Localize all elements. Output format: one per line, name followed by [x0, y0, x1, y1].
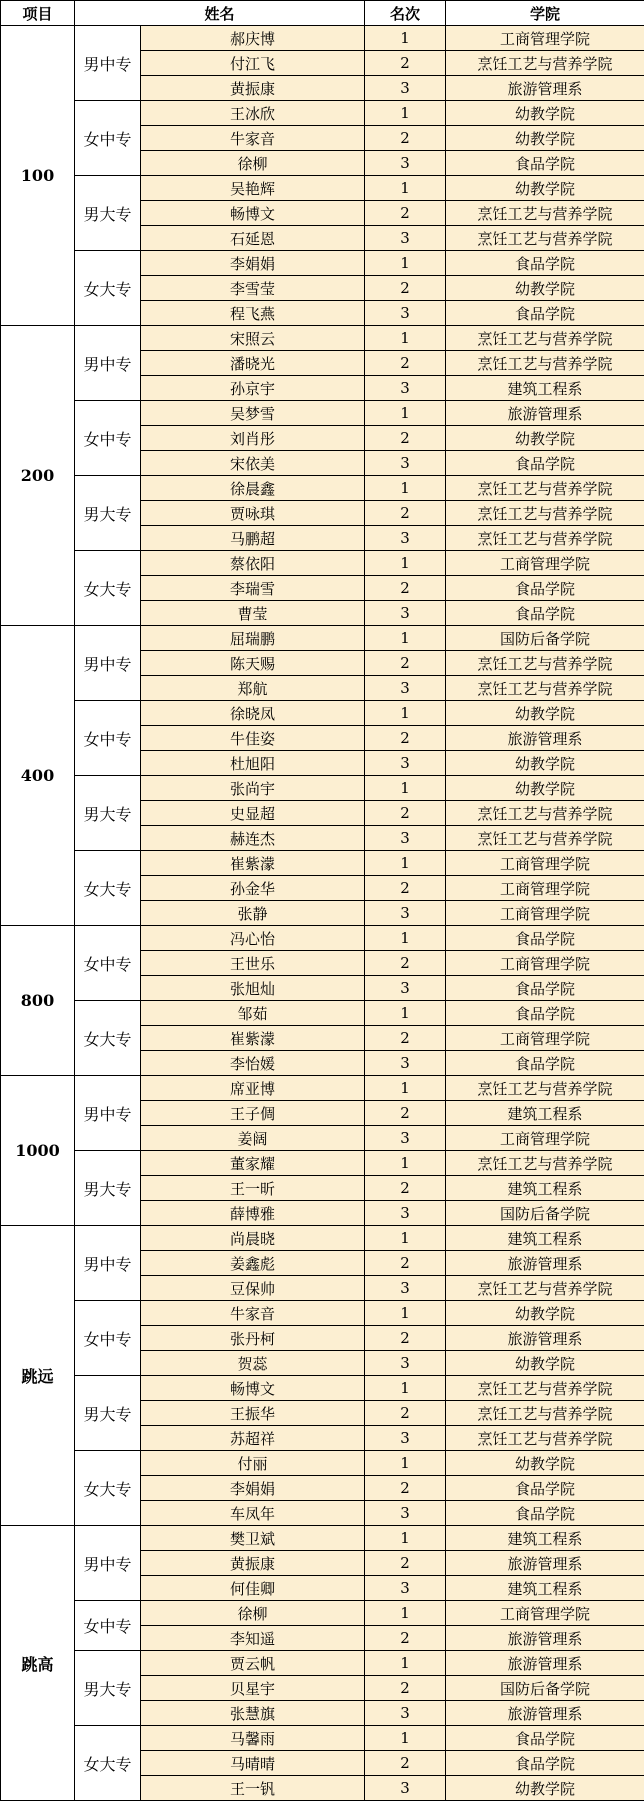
name-cell: 何佳卿: [141, 1576, 365, 1601]
group-cell: 男大专: [75, 1376, 141, 1451]
college-cell: 烹饪工艺与营养学院: [446, 476, 644, 501]
results-body: [1, 26, 644, 1801]
group-cell: 男大专: [75, 776, 141, 851]
header-event: 项目: [1, 1, 75, 26]
rank-cell: 2: [365, 1551, 446, 1576]
rank-cell: 2: [365, 1476, 446, 1501]
name-cell: 畅博文: [141, 1376, 365, 1401]
name-cell: 李瑞雪: [141, 576, 365, 601]
name-cell: 贺蕊: [141, 1351, 365, 1376]
college-cell: 工商管理学院: [446, 901, 644, 926]
college-cell: 工商管理学院: [446, 551, 644, 576]
rank-cell: 2: [365, 1101, 446, 1126]
rank-cell: 2: [365, 1026, 446, 1051]
rank-cell: 1: [365, 1651, 446, 1676]
college-cell: 旅游管理系: [446, 401, 644, 426]
name-cell: 潘晓光: [141, 351, 365, 376]
college-cell: 幼教学院: [446, 776, 644, 801]
group-cell: 男中专: [75, 26, 141, 101]
college-cell: 食品学院: [446, 251, 644, 276]
college-cell: 烹饪工艺与营养学院: [446, 1376, 644, 1401]
name-cell: 程飞燕: [141, 301, 365, 326]
table-row: [1, 476, 644, 501]
name-cell: 牛家音: [141, 1301, 365, 1326]
name-cell: 黄振康: [141, 76, 365, 101]
group-cell: 男大专: [75, 1151, 141, 1226]
college-cell: 幼教学院: [446, 276, 644, 301]
name-cell: 史显超: [141, 801, 365, 826]
name-cell: 徐柳: [141, 151, 365, 176]
college-cell: 食品学院: [446, 1476, 644, 1501]
rank-cell: 2: [365, 501, 446, 526]
name-cell: 王一钒: [141, 1776, 365, 1801]
name-cell: 张尚宇: [141, 776, 365, 801]
college-cell: 幼教学院: [446, 1451, 644, 1476]
header-college: 学院: [446, 1, 644, 26]
college-cell: 工商管理学院: [446, 951, 644, 976]
table-row: [1, 701, 644, 726]
rank-cell: 3: [365, 301, 446, 326]
college-cell: 食品学院: [446, 1751, 644, 1776]
table-row: [1, 101, 644, 126]
college-cell: 烹饪工艺与营养学院: [446, 1401, 644, 1426]
college-cell: 幼教学院: [446, 126, 644, 151]
rank-cell: 1: [365, 1526, 446, 1551]
college-cell: 建筑工程系: [446, 1526, 644, 1551]
rank-cell: 1: [365, 26, 446, 51]
name-cell: 蔡依阳: [141, 551, 365, 576]
college-cell: 食品学院: [446, 976, 644, 1001]
name-cell: 郑航: [141, 676, 365, 701]
name-cell: 马晴晴: [141, 1751, 365, 1776]
rank-cell: 3: [365, 1426, 446, 1451]
college-cell: 食品学院: [446, 576, 644, 601]
group-cell: 女大专: [75, 551, 141, 626]
rank-cell: 1: [365, 176, 446, 201]
rank-cell: 2: [365, 651, 446, 676]
name-cell: 薛博雅: [141, 1201, 365, 1226]
rank-cell: 3: [365, 1126, 446, 1151]
name-cell: 屈瑞鹏: [141, 626, 365, 651]
name-cell: 张丹柯: [141, 1326, 365, 1351]
name-cell: 王子倜: [141, 1101, 365, 1126]
group-cell: 女大专: [75, 1001, 141, 1076]
rank-cell: 1: [365, 1001, 446, 1026]
rank-cell: 3: [365, 76, 446, 101]
table-row: [1, 251, 644, 276]
name-cell: 李娟娟: [141, 1476, 365, 1501]
college-cell: 烹饪工艺与营养学院: [446, 1151, 644, 1176]
rank-cell: 2: [365, 126, 446, 151]
college-cell: 旅游管理系: [446, 76, 644, 101]
header-name: 姓名: [75, 1, 365, 26]
college-cell: 工商管理学院: [446, 876, 644, 901]
table-row: [1, 1451, 644, 1476]
table-row: [1, 1226, 644, 1251]
name-cell: 崔紫濛: [141, 851, 365, 876]
event-cell: 200: [1, 326, 75, 626]
group-cell: 男中专: [75, 1226, 141, 1301]
rank-cell: 3: [365, 826, 446, 851]
name-cell: 马鹏超: [141, 526, 365, 551]
college-cell: 幼教学院: [446, 701, 644, 726]
college-cell: 烹饪工艺与营养学院: [446, 651, 644, 676]
table-row: [1, 1601, 644, 1626]
college-cell: 烹饪工艺与营养学院: [446, 1276, 644, 1301]
name-cell: 马馨雨: [141, 1726, 365, 1751]
college-cell: 烹饪工艺与营养学院: [446, 826, 644, 851]
name-cell: 豆保帅: [141, 1276, 365, 1301]
college-cell: 食品学院: [446, 1051, 644, 1076]
college-cell: 烹饪工艺与营养学院: [446, 1076, 644, 1101]
table-row: [1, 26, 644, 51]
rank-cell: 3: [365, 1701, 446, 1726]
rank-cell: 3: [365, 1576, 446, 1601]
rank-cell: 3: [365, 676, 446, 701]
name-cell: 车凤年: [141, 1501, 365, 1526]
group-cell: 男大专: [75, 176, 141, 251]
rank-cell: 1: [365, 101, 446, 126]
event-cell: 100: [1, 26, 75, 326]
name-cell: 邹茹: [141, 1001, 365, 1026]
group-cell: 女大专: [75, 1726, 141, 1801]
college-cell: 国防后备学院: [446, 1201, 644, 1226]
name-cell: 崔紫濛: [141, 1026, 365, 1051]
group-cell: 女中专: [75, 926, 141, 1001]
name-cell: 付江飞: [141, 51, 365, 76]
college-cell: 幼教学院: [446, 101, 644, 126]
group-cell: 女中专: [75, 1301, 141, 1376]
name-cell: 王冰欣: [141, 101, 365, 126]
rank-cell: 3: [365, 376, 446, 401]
group-cell: 女中专: [75, 1601, 141, 1651]
rank-cell: 2: [365, 1326, 446, 1351]
name-cell: 徐晨鑫: [141, 476, 365, 501]
college-cell: 烹饪工艺与营养学院: [446, 676, 644, 701]
name-cell: 徐晓凤: [141, 701, 365, 726]
name-cell: 姜鑫彪: [141, 1251, 365, 1276]
event-cell: 跳远: [1, 1226, 75, 1526]
rank-cell: 1: [365, 251, 446, 276]
rank-cell: 3: [365, 526, 446, 551]
college-cell: 旅游管理系: [446, 1701, 644, 1726]
name-cell: 席亚博: [141, 1076, 365, 1101]
rank-cell: 2: [365, 576, 446, 601]
group-cell: 男中专: [75, 326, 141, 401]
college-cell: 旅游管理系: [446, 726, 644, 751]
rank-cell: 3: [365, 751, 446, 776]
college-cell: 工商管理学院: [446, 1601, 644, 1626]
rank-cell: 2: [365, 351, 446, 376]
college-cell: 食品学院: [446, 1726, 644, 1751]
rank-cell: 3: [365, 451, 446, 476]
group-cell: 女大专: [75, 1451, 141, 1526]
college-cell: 烹饪工艺与营养学院: [446, 501, 644, 526]
college-cell: 食品学院: [446, 301, 644, 326]
name-cell: 李娟娟: [141, 251, 365, 276]
college-cell: 幼教学院: [446, 1301, 644, 1326]
group-cell: 男中专: [75, 626, 141, 701]
rank-cell: 1: [365, 326, 446, 351]
rank-cell: 3: [365, 1776, 446, 1801]
college-cell: 国防后备学院: [446, 626, 644, 651]
table-row: [1, 1076, 644, 1101]
group-cell: 男中专: [75, 1526, 141, 1601]
college-cell: 食品学院: [446, 926, 644, 951]
rank-cell: 1: [365, 476, 446, 501]
rank-cell: 2: [365, 951, 446, 976]
rank-cell: 3: [365, 1501, 446, 1526]
college-cell: 幼教学院: [446, 1776, 644, 1801]
name-cell: 杜旭阳: [141, 751, 365, 776]
rank-cell: 2: [365, 726, 446, 751]
name-cell: 王振华: [141, 1401, 365, 1426]
college-cell: 建筑工程系: [446, 1576, 644, 1601]
college-cell: 幼教学院: [446, 426, 644, 451]
college-cell: 烹饪工艺与营养学院: [446, 801, 644, 826]
rank-cell: 3: [365, 1276, 446, 1301]
rank-cell: 2: [365, 1676, 446, 1701]
rank-cell: 3: [365, 601, 446, 626]
table-row: [1, 326, 644, 351]
rank-cell: 2: [365, 876, 446, 901]
college-cell: 烹饪工艺与营养学院: [446, 326, 644, 351]
rank-cell: 1: [365, 776, 446, 801]
table-row: [1, 1726, 644, 1751]
name-cell: 吴梦雪: [141, 401, 365, 426]
rank-cell: 2: [365, 1176, 446, 1201]
college-cell: 幼教学院: [446, 751, 644, 776]
college-cell: 食品学院: [446, 1501, 644, 1526]
name-cell: 孙京宇: [141, 376, 365, 401]
college-cell: 食品学院: [446, 451, 644, 476]
rank-cell: 1: [365, 626, 446, 651]
rank-cell: 2: [365, 51, 446, 76]
college-cell: 烹饪工艺与营养学院: [446, 351, 644, 376]
name-cell: 尚晨晓: [141, 1226, 365, 1251]
college-cell: 工商管理学院: [446, 851, 644, 876]
name-cell: 王世乐: [141, 951, 365, 976]
table-row: [1, 551, 644, 576]
name-cell: 张慧旗: [141, 1701, 365, 1726]
name-cell: 畅博文: [141, 201, 365, 226]
table-row: [1, 626, 644, 651]
name-cell: 姜阔: [141, 1126, 365, 1151]
name-cell: 陈天赐: [141, 651, 365, 676]
name-cell: 李怡媛: [141, 1051, 365, 1076]
college-cell: 食品学院: [446, 151, 644, 176]
name-cell: 董家耀: [141, 1151, 365, 1176]
rank-cell: 1: [365, 1726, 446, 1751]
group-cell: 男中专: [75, 1076, 141, 1151]
college-cell: 建筑工程系: [446, 1101, 644, 1126]
name-cell: 曹莹: [141, 601, 365, 626]
college-cell: 工商管理学院: [446, 1026, 644, 1051]
rank-cell: 1: [365, 701, 446, 726]
group-cell: 女中专: [75, 401, 141, 476]
table-row: [1, 926, 644, 951]
name-cell: 李知遥: [141, 1626, 365, 1651]
table-row: [1, 1651, 644, 1676]
rank-cell: 1: [365, 926, 446, 951]
event-cell: 800: [1, 926, 75, 1076]
college-cell: 烹饪工艺与营养学院: [446, 51, 644, 76]
rank-cell: 1: [365, 1076, 446, 1101]
college-cell: 旅游管理系: [446, 1251, 644, 1276]
rank-cell: 3: [365, 1201, 446, 1226]
group-cell: 女中专: [75, 101, 141, 176]
rank-cell: 1: [365, 1451, 446, 1476]
rank-cell: 3: [365, 901, 446, 926]
table-row: [1, 851, 644, 876]
college-cell: 建筑工程系: [446, 376, 644, 401]
college-cell: 幼教学院: [446, 1351, 644, 1376]
header-rank: 名次: [365, 1, 446, 26]
college-cell: 烹饪工艺与营养学院: [446, 1426, 644, 1451]
college-cell: 建筑工程系: [446, 1176, 644, 1201]
rank-cell: 3: [365, 976, 446, 1001]
table-row: [1, 776, 644, 801]
rank-cell: 2: [365, 1751, 446, 1776]
college-cell: 食品学院: [446, 601, 644, 626]
rank-cell: 2: [365, 1626, 446, 1651]
group-cell: 女大专: [75, 251, 141, 326]
name-cell: 郝庆博: [141, 26, 365, 51]
college-cell: 国防后备学院: [446, 1676, 644, 1701]
group-cell: 女中专: [75, 701, 141, 776]
rank-cell: 1: [365, 851, 446, 876]
rank-cell: 3: [365, 226, 446, 251]
rank-cell: 1: [365, 1301, 446, 1326]
rank-cell: 2: [365, 1251, 446, 1276]
rank-cell: 1: [365, 1601, 446, 1626]
rank-cell: 1: [365, 1226, 446, 1251]
name-cell: 宋照云: [141, 326, 365, 351]
name-cell: 宋依美: [141, 451, 365, 476]
name-cell: 贾云帆: [141, 1651, 365, 1676]
rank-cell: 1: [365, 1376, 446, 1401]
table-row: [1, 1151, 644, 1176]
header-row: [1, 1, 644, 26]
rank-cell: 2: [365, 276, 446, 301]
name-cell: 石延恩: [141, 226, 365, 251]
college-cell: 幼教学院: [446, 176, 644, 201]
rank-cell: 3: [365, 1351, 446, 1376]
name-cell: 樊卫斌: [141, 1526, 365, 1551]
event-cell: 400: [1, 626, 75, 926]
college-cell: 烹饪工艺与营养学院: [446, 201, 644, 226]
group-cell: 女大专: [75, 851, 141, 926]
rank-cell: 1: [365, 401, 446, 426]
group-cell: 男大专: [75, 476, 141, 551]
rank-cell: 2: [365, 426, 446, 451]
college-cell: 工商管理学院: [446, 26, 644, 51]
college-cell: 旅游管理系: [446, 1626, 644, 1651]
table-row: [1, 1001, 644, 1026]
name-cell: 牛佳姿: [141, 726, 365, 751]
college-cell: 建筑工程系: [446, 1226, 644, 1251]
name-cell: 吴艳辉: [141, 176, 365, 201]
table-row: [1, 1526, 644, 1551]
rank-cell: 3: [365, 151, 446, 176]
college-cell: 烹饪工艺与营养学院: [446, 226, 644, 251]
college-cell: 工商管理学院: [446, 1126, 644, 1151]
table-row: [1, 176, 644, 201]
name-cell: 黄振康: [141, 1551, 365, 1576]
table-row: [1, 1301, 644, 1326]
name-cell: 刘肖彤: [141, 426, 365, 451]
event-cell: 跳高: [1, 1526, 75, 1801]
rank-cell: 1: [365, 551, 446, 576]
name-cell: 张旭灿: [141, 976, 365, 1001]
table-row: [1, 401, 644, 426]
table-row: [1, 1376, 644, 1401]
name-cell: 徐柳: [141, 1601, 365, 1626]
college-cell: 旅游管理系: [446, 1651, 644, 1676]
name-cell: 王一昕: [141, 1176, 365, 1201]
name-cell: 李雪莹: [141, 276, 365, 301]
name-cell: 贝星宇: [141, 1676, 365, 1701]
rank-cell: 2: [365, 201, 446, 226]
name-cell: 孙金华: [141, 876, 365, 901]
rank-cell: 1: [365, 1151, 446, 1176]
name-cell: 付丽: [141, 1451, 365, 1476]
rank-cell: 3: [365, 1051, 446, 1076]
name-cell: 冯心怡: [141, 926, 365, 951]
college-cell: 烹饪工艺与营养学院: [446, 526, 644, 551]
college-cell: 旅游管理系: [446, 1326, 644, 1351]
rank-cell: 2: [365, 1401, 446, 1426]
college-cell: 旅游管理系: [446, 1551, 644, 1576]
name-cell: 苏超祥: [141, 1426, 365, 1451]
college-cell: 食品学院: [446, 1001, 644, 1026]
group-cell: 男大专: [75, 1651, 141, 1726]
name-cell: 张静: [141, 901, 365, 926]
name-cell: 贾咏琪: [141, 501, 365, 526]
rank-cell: 2: [365, 801, 446, 826]
name-cell: 赫连杰: [141, 826, 365, 851]
event-cell: 1000: [1, 1076, 75, 1226]
name-cell: 牛家音: [141, 126, 365, 151]
